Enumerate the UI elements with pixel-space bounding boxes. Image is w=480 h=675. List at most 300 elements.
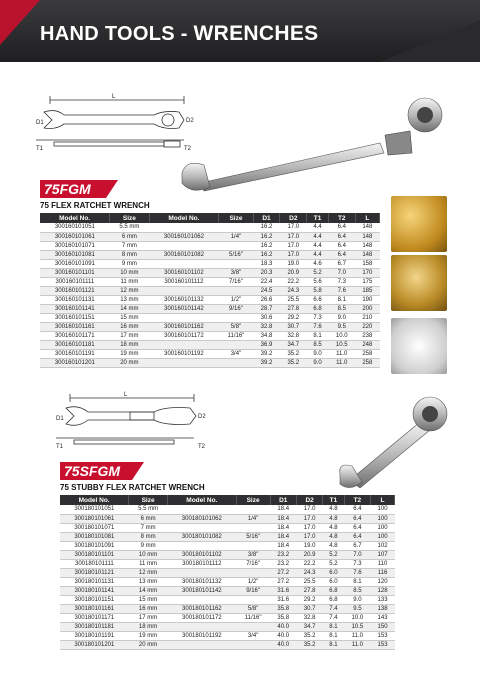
table-cell: 300180101061 [60,514,129,523]
table-cell: 210 [355,313,379,322]
table-row [60,550,395,559]
table-cell [149,286,219,295]
table-cell: 16.2 [253,232,280,241]
table-cell [167,640,236,649]
table-cell: 300160101192 [149,349,219,358]
table-cell: 8.1 [328,295,355,304]
table-cell: 30.7 [280,322,307,331]
table-cell: 40.0 [270,640,296,649]
table-cell: 15 mm [110,313,149,322]
table-cell: 16 mm [129,604,168,613]
dim-label-T2-2: T2 [198,444,206,450]
table-cell: 20 mm [110,358,149,367]
table-cell: 22.2 [296,559,322,568]
table-cell: 7.3 [328,277,355,286]
table-cell: 8.1 [323,640,344,649]
table-cell: 153 [371,640,395,649]
table-cell [167,595,236,604]
table-cell: 300180101101 [60,550,129,559]
table-cell: 27.8 [280,304,307,313]
table-cell: 120 [371,577,395,586]
table-cell: 5/16" [236,532,270,541]
table-cell: 19 mm [110,349,149,358]
table-cell: 300160101131 [40,295,110,304]
column-header: T1 [323,495,344,505]
table-cell: 10.5 [344,622,370,631]
table-cell [236,541,270,550]
table-row [60,541,395,550]
table-cell: 17.0 [296,505,322,514]
table-cell: 9/16" [219,304,253,313]
table-cell: 300160101162 [149,322,219,331]
table-cell [149,259,219,268]
table-cell: 148 [355,232,379,241]
table-cell: 300180101111 [60,559,129,568]
table-cell: 300160101132 [149,295,219,304]
table-cell [219,340,253,349]
table-cell [236,568,270,577]
table-cell: 16.2 [253,241,280,250]
column-header: T2 [328,213,355,223]
table-cell: 300160101111 [40,277,110,286]
column-header: D2 [280,213,307,223]
table-cell: 7 mm [129,523,168,532]
table-cell: 4.6 [307,259,329,268]
table-cell: 143 [371,613,395,622]
table-cell: 4.8 [323,532,344,541]
table-cell: 15 mm [129,595,168,604]
dim-label-L: L [112,94,116,100]
table-row [40,286,380,295]
spec-table-75sfgm [60,495,395,650]
table-cell: 35.2 [296,631,322,640]
table-cell: 7 mm [110,241,149,250]
table-cell: 7/16" [219,277,253,286]
title-text-2: WRENCHES [193,22,319,45]
table-cell: 200 [355,304,379,313]
table-cell: 6.0 [323,577,344,586]
table-row [40,304,380,313]
column-header: T2 [344,495,370,505]
table-cell: 300180101142 [167,586,236,595]
table-cell: 300160101071 [40,241,110,250]
table-cell: 34.8 [253,331,280,340]
table-cell: 36.9 [253,340,280,349]
table-cell: 35.2 [280,349,307,358]
ratchet-head-photo-2 [391,255,447,311]
table-cell: 30.7 [296,604,322,613]
table-cell [167,505,236,514]
table-cell: 4.4 [307,232,329,241]
table-cell: 300160101151 [40,313,110,322]
flex-wrench-diagram [34,90,204,160]
table-cell: 35.8 [270,613,296,622]
column-header: Model No. [60,495,129,505]
dim-label-D2: D2 [186,118,194,124]
table-cell [236,505,270,514]
table-cell: 5.5 mm [129,505,168,514]
table-cell: 3/4" [236,631,270,640]
table-cell: 9.0 [307,358,329,367]
column-header: L [355,213,379,223]
table-cell: 29.2 [296,595,322,604]
table-cell: 11.0 [344,640,370,649]
table-cell [149,241,219,250]
table-cell: 138 [371,604,395,613]
table-row [60,613,395,622]
table-cell: 6.8 [323,586,344,595]
table-cell: 13 mm [110,295,149,304]
table-cell: 300180101102 [167,550,236,559]
column-header: Size [110,213,149,223]
table-cell: 300160101201 [40,358,110,367]
table-cell: 18.4 [270,541,296,550]
column-header: Size [219,213,253,223]
table-cell: 300180101181 [60,622,129,631]
stubby-wrench-diagram [54,390,214,455]
table-row [40,259,380,268]
table-cell: 16.2 [253,223,280,232]
table-cell: 300160101171 [40,331,110,340]
table-cell: 12 mm [129,568,168,577]
table-cell: 248 [355,340,379,349]
table-cell: 14 mm [129,586,168,595]
table-cell: 24.3 [280,286,307,295]
table-cell: 20.9 [280,268,307,277]
table-row [60,568,395,577]
table-cell: 4.4 [307,250,329,259]
table-cell: 300180101091 [60,541,129,550]
table-row [60,514,395,523]
table-cell: 300160101161 [40,322,110,331]
table-cell: 5.2 [323,559,344,568]
table-row [60,640,395,649]
table-cell: 300160101141 [40,304,110,313]
table-cell: 148 [355,250,379,259]
table-cell: 10.0 [328,331,355,340]
table-cell: 6.4 [328,223,355,232]
table-cell: 7.0 [328,268,355,277]
table-cell: 8.1 [344,577,370,586]
table-cell: 4.4 [307,241,329,250]
table-cell: 35.2 [280,358,307,367]
table-cell: 4.8 [323,541,344,550]
table-row [40,223,380,232]
table-cell: 110 [371,559,395,568]
table-cell: 26.6 [253,295,280,304]
table-row [60,595,395,604]
table-cell: 7.3 [344,559,370,568]
table-cell: 8.5 [328,304,355,313]
table-cell: 8 mm [129,532,168,541]
table-cell: 100 [371,505,395,514]
table-cell: 1/2" [219,295,253,304]
table-cell: 19.0 [296,541,322,550]
table-cell: 24.3 [296,568,322,577]
table-header-row [40,213,380,223]
table-cell: 30.6 [253,313,280,322]
table-cell: 17 mm [129,613,168,622]
table-cell: 24.5 [253,286,280,295]
table-cell: 25.5 [280,295,307,304]
table-cell: 10 mm [110,268,149,277]
table-cell: 17.0 [280,232,307,241]
column-header: Model No. [149,213,219,223]
table-cell: 5.2 [307,268,329,277]
table-row [40,313,380,322]
table-cell: 300180101062 [167,514,236,523]
table-cell: 6.4 [344,514,370,523]
table-cell: 5.5 mm [110,223,149,232]
table-cell: 6 mm [110,232,149,241]
table-cell: 5/16" [219,250,253,259]
table-cell: 300180101141 [60,586,129,595]
table-cell: 300180101071 [60,523,129,532]
table-cell: 31.6 [270,595,296,604]
table-cell: 34.7 [296,622,322,631]
table-cell [149,223,219,232]
table-cell: 7.6 [307,322,329,331]
table-cell: 8.5 [307,340,329,349]
table-cell: 39.2 [253,358,280,367]
wrench-closeup-photo [391,318,447,374]
table-cell: 25.5 [296,577,322,586]
table-cell: 31.6 [270,586,296,595]
table-cell: 7.6 [328,286,355,295]
table-cell: 6 mm [129,514,168,523]
dim-label-D1-2: D1 [56,416,64,422]
table-cell: 300180101112 [167,559,236,568]
table-cell: 4.4 [307,223,329,232]
table-cell: 300180101132 [167,577,236,586]
table-row [60,577,395,586]
table-cell: 18.4 [270,532,296,541]
table-cell: 153 [371,631,395,640]
table-cell: 23.2 [270,550,296,559]
table-cell [149,340,219,349]
table-cell [167,622,236,631]
table-cell: 300160101172 [149,331,219,340]
table-cell: 300180101161 [60,604,129,613]
table-cell: 300180101162 [167,604,236,613]
table-cell: 148 [355,241,379,250]
table-cell: 3/4" [219,349,253,358]
table-cell: 12 mm [110,286,149,295]
table-cell: 300180101151 [60,595,129,604]
table-cell: 40.0 [270,631,296,640]
table-row [40,277,380,286]
column-header: D2 [296,495,322,505]
table-row [40,331,380,340]
table-cell: 17.0 [296,514,322,523]
table-cell [236,595,270,604]
table-cell: 7.4 [323,604,344,613]
table-row [40,358,380,367]
table-cell: 7/16" [236,559,270,568]
table-cell [236,622,270,631]
table-cell: 27.2 [270,568,296,577]
title-text-1: HAND TOOLS - [40,23,194,45]
table-cell: 300180101191 [60,631,129,640]
table-cell: 300180101171 [60,613,129,622]
table-cell: 1/2" [236,577,270,586]
table-cell: 150 [371,622,395,631]
flex-ratchet-wrench-icon [180,95,460,195]
table-cell: 19.0 [280,259,307,268]
section-tag-75fgm: 75FGM [40,180,106,198]
section-tag-75sfgm: 75SFGM [60,462,132,480]
page-title [40,22,318,46]
table-cell: 6.4 [344,505,370,514]
table-cell: 258 [355,349,379,358]
table-cell: 8.1 [307,331,329,340]
table-cell: 300160101062 [149,232,219,241]
table-row [40,250,380,259]
table-row [60,604,395,613]
table-cell: 20.3 [253,268,280,277]
dim-label-T1-2: T1 [56,444,64,450]
table-cell: 5/8" [236,604,270,613]
stubby-wrench-icon [330,392,450,492]
table-cell: 300160101102 [149,268,219,277]
table-cell: 7.6 [344,568,370,577]
table-cell [236,640,270,649]
table-cell: 8.1 [323,631,344,640]
table-cell: 11 mm [129,559,168,568]
table-cell: 6.4 [344,532,370,541]
table-cell: 18.3 [253,259,280,268]
table-cell [219,241,253,250]
table-cell [167,541,236,550]
table-cell: 158 [355,259,379,268]
table-cell [219,358,253,367]
table-cell: 17.0 [280,250,307,259]
table-cell: 5.8 [307,286,329,295]
table-cell: 6.4 [344,523,370,532]
table-cell: 148 [355,223,379,232]
table-cell: 40.0 [270,622,296,631]
table-cell: 6.7 [344,541,370,550]
table-cell: 3/8" [236,550,270,559]
column-header: Model No. [167,495,236,505]
table-cell: 300180101192 [167,631,236,640]
table-cell: 9.5 [328,322,355,331]
dim-label-T2: T2 [184,146,192,152]
table-cell: 17.0 [296,532,322,541]
table-cell: 28.7 [253,304,280,313]
table-cell: 128 [371,586,395,595]
section-subtitle-75sfgm: 75 STUBBY FLEX RATCHET WRENCH [60,483,205,492]
table-cell: 185 [355,286,379,295]
table-cell: 300160101061 [40,232,110,241]
table-cell: 8 mm [110,250,149,259]
table-row [40,241,380,250]
table-row [60,631,395,640]
table-cell: 100 [371,523,395,532]
table-cell: 18.4 [270,514,296,523]
table-row [40,322,380,331]
table-cell: 4.8 [323,514,344,523]
table-cell: 3/8" [219,268,253,277]
table-cell: 9.0 [328,313,355,322]
table-cell: 29.2 [280,313,307,322]
table-cell: 258 [355,358,379,367]
table-cell: 18 mm [110,340,149,349]
table-cell: 7.4 [323,613,344,622]
table-cell: 11/16" [219,331,253,340]
column-header: T1 [307,213,329,223]
table-cell: 300160101181 [40,340,110,349]
table-cell: 238 [355,331,379,340]
table-cell: 107 [371,550,395,559]
table-cell: 16 mm [110,322,149,331]
table-cell: 20 mm [129,640,168,649]
table-cell: 17 mm [110,331,149,340]
page-header [0,0,480,62]
column-header: D1 [270,495,296,505]
table-cell: 11/16" [236,613,270,622]
ratchet-head-photo [391,196,447,252]
table-cell: 170 [355,268,379,277]
table-cell: 39.2 [253,349,280,358]
table-cell: 10.0 [344,613,370,622]
table-cell: 6.0 [323,568,344,577]
table-cell: 116 [371,568,395,577]
table-row [40,340,380,349]
table-cell: 300180101051 [60,505,129,514]
table-cell: 18.4 [270,523,296,532]
table-cell: 27.2 [270,577,296,586]
table-cell: 300180101082 [167,532,236,541]
column-header: D1 [253,213,280,223]
table-row [60,622,395,631]
table-cell: 35.2 [296,640,322,649]
table-row [60,523,395,532]
table-cell: 17.0 [296,523,322,532]
table-cell [149,313,219,322]
table-row [60,586,395,595]
table-cell: 4.8 [323,523,344,532]
table-cell: 300180101172 [167,613,236,622]
table-cell: 6.4 [328,250,355,259]
column-header: L [371,495,395,505]
table-cell: 23.2 [270,559,296,568]
table-cell: 6.4 [328,241,355,250]
table-cell: 6.7 [328,259,355,268]
table-cell: 5/8" [219,322,253,331]
table-cell: 1/4" [219,232,253,241]
table-cell: 300180101201 [60,640,129,649]
table-cell: 7.0 [344,550,370,559]
table-cell: 8.5 [344,586,370,595]
table-cell: 6.8 [323,595,344,604]
table-row [60,559,395,568]
table-cell: 14 mm [110,304,149,313]
table-cell: 32.8 [296,613,322,622]
dim-label-L-2: L [124,392,128,398]
dim-label-D1: D1 [36,120,44,126]
table-cell: 10.5 [328,340,355,349]
table-cell: 9.0 [307,349,329,358]
table-cell: 4.8 [323,505,344,514]
table-row [60,505,395,514]
table-cell: 6.6 [307,295,329,304]
table-cell: 300160101112 [149,277,219,286]
table-cell: 22.4 [253,277,280,286]
column-header: Size [129,495,168,505]
table-cell: 8.1 [323,622,344,631]
table-cell: 5.2 [323,550,344,559]
